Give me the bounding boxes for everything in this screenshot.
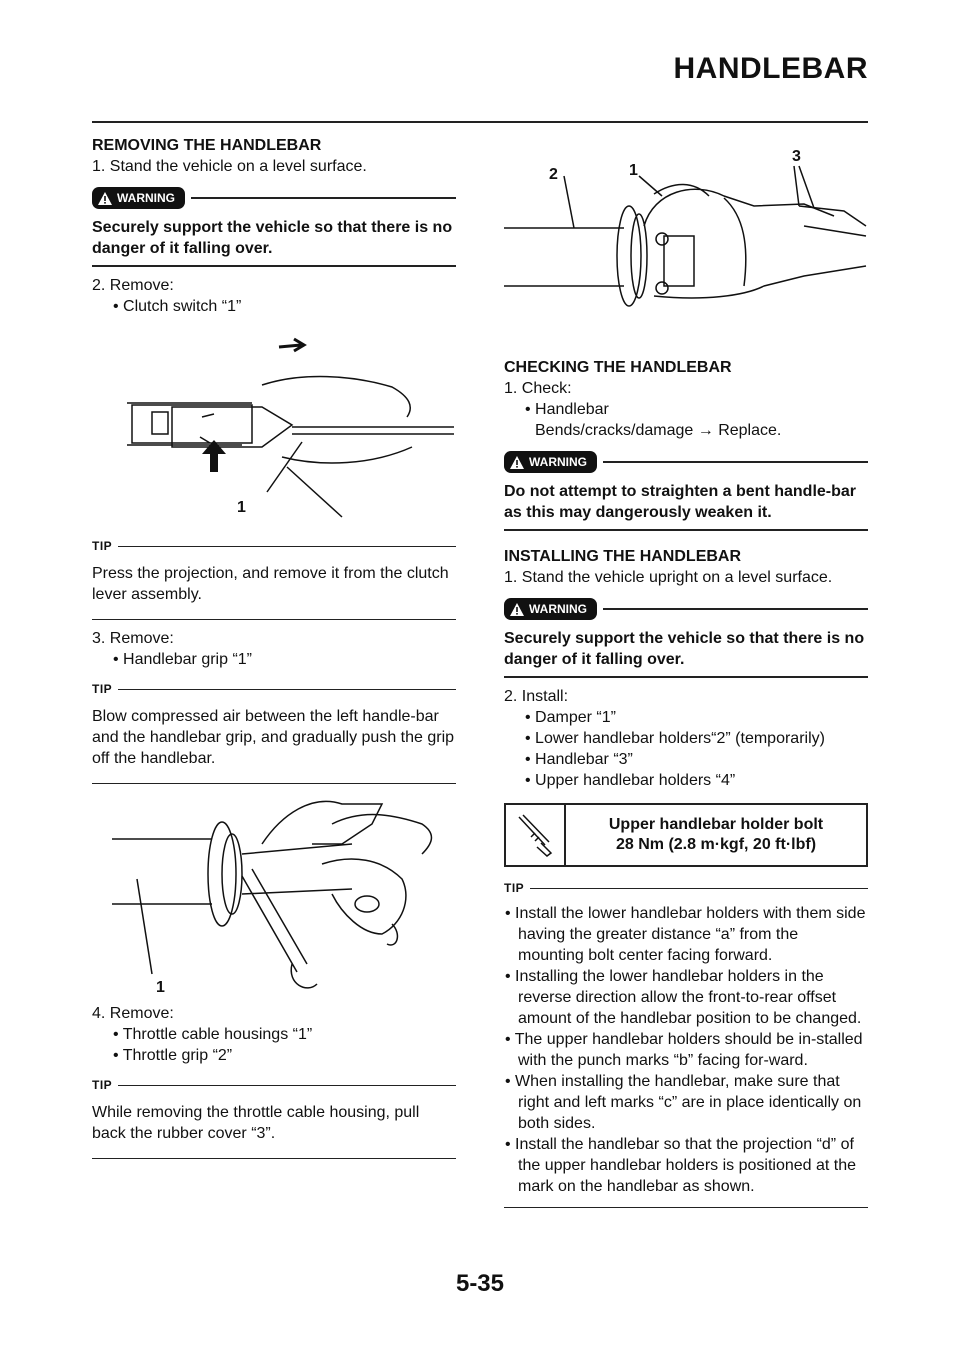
figure-clutch-switch <box>92 317 456 527</box>
warning-text: Securely support the vehicle so that there is no danger of it falling over. <box>92 219 453 257</box>
clutch-switch-illustration <box>92 317 456 527</box>
tip-label: TIP <box>92 539 113 553</box>
warning-badge <box>504 598 597 620</box>
step-item: • Throttle grip “2” <box>113 1047 233 1064</box>
warning-label: WARNING <box>529 455 587 469</box>
tip-header <box>92 1078 456 1092</box>
throttle-grip-illustration <box>504 136 868 350</box>
tip-text: While removing the throttle cable housing, pull back the rubber cover “3”. <box>92 1104 420 1142</box>
step-item: • Handlebar “3” <box>525 751 633 768</box>
figure-callout: 1 <box>629 162 638 179</box>
warning-header <box>504 451 868 473</box>
tip-header <box>92 682 456 696</box>
warning-label: WARNING <box>117 191 175 205</box>
figure-callout: 1 <box>237 499 246 516</box>
page-number: 5-35 <box>455 1270 505 1297</box>
step-text: 2. Install: <box>504 688 569 705</box>
step-item: • Damper “1” <box>525 709 616 726</box>
handlebar-grip-illustration <box>92 784 456 999</box>
section-heading-checking: CHECKING THE HANDLEBAR <box>504 359 732 376</box>
torque-wrench-icon <box>506 805 566 865</box>
figure-throttle-grip <box>504 136 868 350</box>
right-column <box>504 136 868 1208</box>
torque-wrench-icon-graphic <box>515 813 555 857</box>
step-text: 1. Stand the vehicle upright on a level surface. <box>504 569 833 586</box>
left-column <box>92 136 456 1159</box>
section-heading-installing: INSTALLING THE HANDLEBAR <box>504 548 742 565</box>
torque-spec-text <box>566 805 866 865</box>
warning-label: WARNING <box>529 602 587 616</box>
warning-badge <box>504 451 597 473</box>
step-item: • Throttle cable housings “1” <box>113 1026 313 1043</box>
torque-spec-value: 28 Nm (2.8 m·kgf, 20 ft·lbf) <box>615 836 817 853</box>
tip-item: • When installing the handlebar, make sure that right and left marks “c” are in place identically on both sides. <box>505 1073 862 1132</box>
torque-spec-item: Upper handlebar holder bolt <box>608 816 824 833</box>
tip-header <box>92 539 456 553</box>
tip-item: • Install the handlebar so that the projection “d” of the upper handlebar holders is positioned at the mark on the handlebar as shown. <box>505 1136 857 1195</box>
step-text: 1. Stand the vehicle on a level surface. <box>92 158 367 175</box>
step-item: • Clutch switch “1” <box>113 298 242 315</box>
step-text: 4. Remove: <box>92 1005 174 1022</box>
step-item: • Handlebar grip “1” <box>113 651 252 668</box>
section-heading-removing: REMOVING THE HANDLEBAR <box>92 137 322 154</box>
tip-label: TIP <box>92 1078 113 1092</box>
figure-callout: 2 <box>549 166 558 183</box>
tip-list <box>504 903 868 1197</box>
tip-text: Press the projection, and remove it from the clutch lever assembly. <box>92 565 449 603</box>
step-item: • Upper handlebar holders “4” <box>525 772 736 789</box>
warning-text: Do not attempt to straighten a bent handle-bar as this may dangerously weaken it. <box>504 483 857 521</box>
warning-badge <box>92 187 185 209</box>
warning-triangle-icon <box>510 456 524 469</box>
tip-label: TIP <box>92 682 113 696</box>
step-item: • Lower handlebar holders“2” (temporarily) <box>525 730 825 747</box>
torque-spec-box <box>504 803 868 867</box>
warning-triangle-icon <box>510 603 524 616</box>
tip-header <box>504 881 868 895</box>
warning-header <box>504 598 868 620</box>
tip-label: TIP <box>504 881 525 895</box>
tip-item: • Install the lower handlebar holders with them side having the greater distance “a” from the mounting bolt center facing forward. <box>505 905 866 964</box>
tip-item: • Installing the lower handlebar holders in the reverse direction allow the front-to-rear offset amount of the handlebar position to be changed. <box>505 968 862 1027</box>
step-item: • Handlebar <box>525 401 609 418</box>
figure-callout: 3 <box>792 148 801 165</box>
step-text: 2. Remove: <box>92 277 174 294</box>
warning-header <box>92 187 456 209</box>
warning-triangle-icon <box>98 192 112 205</box>
figure-handlebar-grip <box>92 784 456 999</box>
step-text: 3. Remove: <box>92 630 174 647</box>
page-title: HANDLEBAR <box>673 52 868 85</box>
tip-item: • The upper handlebar holders should be in-stalled with the punch marks “b” facing for-ward. <box>505 1031 863 1069</box>
tip-text: Blow compressed air between the left handle-bar and the handlebar grip, and gradually push the grip off the handlebar. <box>92 708 455 767</box>
header-rule <box>92 121 868 123</box>
step-text: 1. Check: <box>504 380 572 397</box>
figure-callout: 1 <box>156 979 165 996</box>
warning-text: Securely support the vehicle so that there is no danger of it falling over. <box>504 630 865 668</box>
step-detail: Bends/cracks/damage → Replace. <box>535 422 782 439</box>
